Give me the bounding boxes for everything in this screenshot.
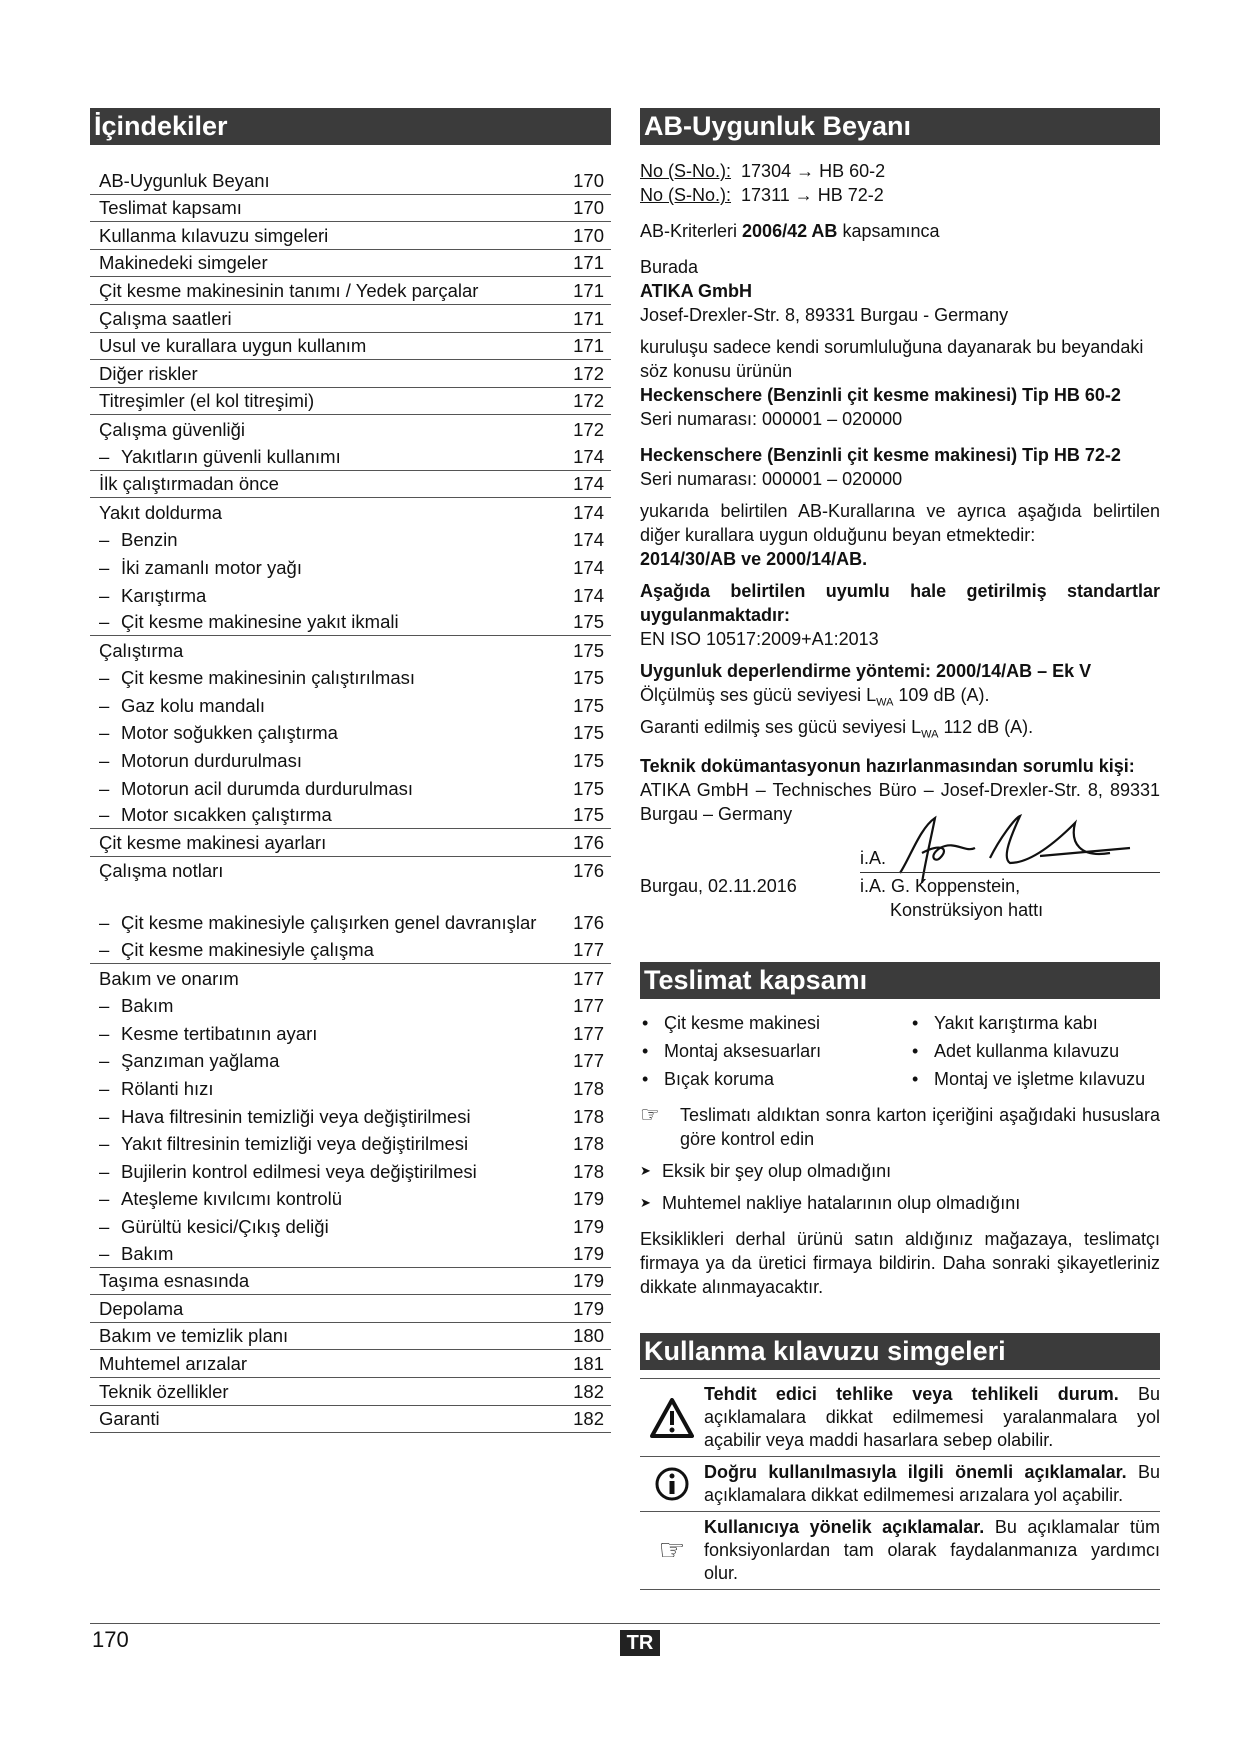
toc-entry-title: – Çit kesme makinesine yakıt ikmali <box>99 611 564 632</box>
serial-2: Seri numarası: 000001 – 020000 <box>640 469 903 489</box>
check-item: ➤ Eksik bir şey olup olmadığını <box>640 1159 1160 1183</box>
toc-entry-title: – Şanzıman yağlama <box>99 1050 564 1071</box>
guaranteed-value: 112 dB (A). <box>943 716 1034 737</box>
toc-entry <box>90 167 611 195</box>
toc-entry-page: 175 <box>573 694 604 716</box>
toc-entry-title: – Benzin <box>99 529 564 550</box>
toc-entry <box>90 992 611 1020</box>
criteria-post: kapsamınca <box>842 221 940 241</box>
delivery-item: • Adet kullanma kılavuzu <box>910 1039 1160 1063</box>
toc-entry-title: Makinedeki simgeler <box>99 252 268 274</box>
declaration-title: AB-Uygunluk Beyanı <box>640 108 1160 145</box>
toc-entry-title: – Ateşleme kıvılcımı kontrolü <box>99 1188 564 1209</box>
criteria-pre: AB-Kriterleri <box>640 221 738 241</box>
no-label: No (S-No.): <box>640 185 732 205</box>
no-label: No (S-No.): <box>640 161 732 181</box>
language-badge: TR <box>620 1630 660 1656</box>
toc-entry <box>90 1157 611 1185</box>
toc-entry-title: – İki zamanlı motor yağı <box>99 557 564 578</box>
toc-entry-page: 172 <box>573 362 604 384</box>
symbol-text: Bu açıklamalar tüm fonksiyonlardan tam olarak faydalanmanıza yardımcı olur. <box>704 1517 1160 1584</box>
toc-entry-title: Çit kesme makinesinin tanımı / Yedek parçalar <box>99 279 479 301</box>
toc-entry-title: Titreşimler (el kol titreşimi) <box>99 390 315 412</box>
toc-entry <box>90 526 611 554</box>
toc-entry <box>90 195 611 223</box>
toc-entry <box>90 443 611 471</box>
standards-heading: Aşağıda belirtilen uyumlu hale getirilmiş standartlar uygulanmaktadır: <box>640 581 1160 625</box>
toc-entry <box>90 857 611 885</box>
tech-doc-heading: Teknik dokümantasyonun hazırlanmasından sorumlu kişi: <box>640 756 1135 777</box>
toc-entry-page: 175 <box>573 777 604 799</box>
toc-entry <box>90 1212 611 1240</box>
toc-entry <box>90 719 611 747</box>
toc-entry <box>90 498 611 526</box>
toc-entry-title: Diğer riskler <box>99 362 198 384</box>
toc-entry-title: – Çit kesme makinesinin çalıştırılması <box>99 667 564 688</box>
symbol-bold: Tehdit edici tehlike veya tehlikeli durum. <box>704 1384 1119 1405</box>
toc-entry-page: 182 <box>573 1408 604 1430</box>
toc-list <box>90 167 611 1433</box>
symbol-row <box>640 1512 1160 1590</box>
toc-entry-page: 176 <box>573 860 604 882</box>
symbol-row <box>640 1457 1160 1512</box>
toc-entry <box>90 1268 611 1296</box>
right-column <box>640 108 1160 1590</box>
tech-doc-text: ATIKA GmbH – Technisches Büro – Josef-Drexler-Str. 8, 89331 Burgau – Germany <box>640 780 1160 825</box>
toc-entry-title: – Rölanti hızı <box>99 1078 564 1099</box>
toc-entry-title: Teslimat kapsamı <box>99 197 242 219</box>
declaration-body <box>640 159 1160 921</box>
toc-entry-page: 175 <box>573 667 604 689</box>
toc-entry-page: 174 <box>573 529 604 551</box>
company-name: ATIKA GmbH <box>640 281 752 301</box>
check-text: Teslimatı aldıktan sonra karton içeriğini aşağıdaki hususlara göre kontrol edin <box>680 1105 1160 1150</box>
delivery-list <box>640 1011 1160 1091</box>
toc-entry-page: 179 <box>573 1215 604 1237</box>
signature-line <box>860 872 1160 873</box>
delivery-title: Teslimat kapsamı <box>640 962 1160 999</box>
measured-value: 109 dB (A). <box>898 685 990 705</box>
toc-entry-page: 172 <box>573 390 604 412</box>
toc-entry <box>90 884 611 936</box>
toc-entry <box>90 829 611 857</box>
toc-entry <box>90 1185 611 1213</box>
toc-entry-page: 181 <box>573 1352 604 1374</box>
toc-entry-title: Çit kesme makinesi ayarları <box>99 831 327 853</box>
toc-entry-title: – Çit kesme makinesiyle çalışırken genel davranışlar <box>99 912 564 933</box>
toc-entry-title: – Gürültü kesici/Çıkış deliği <box>99 1216 564 1237</box>
toc-entry-title: – Motor sıcakken çalıştırma <box>99 804 564 825</box>
toc-entry-page: 178 <box>573 1133 604 1155</box>
toc-entry-page: 170 <box>573 197 604 219</box>
toc-entry <box>90 802 611 830</box>
toc-entry-title: Teknik özellikler <box>99 1380 229 1402</box>
conform-directives: 2014/30/AB ve 2000/14/AB. <box>640 549 868 569</box>
toc-entry-page: 174 <box>573 501 604 523</box>
check-item: ➤ Muhtemel nakliye hatalarının olup olmadığını <box>640 1191 1160 1215</box>
toc-entry-title: Çalışma saatleri <box>99 307 232 329</box>
symbol-row <box>640 1379 1160 1457</box>
toc-entry <box>90 333 611 361</box>
toc-entry-page: 174 <box>573 445 604 467</box>
measured-sub: WA <box>876 696 894 709</box>
toc-entry-page: 177 <box>573 995 604 1017</box>
toc-entry <box>90 360 611 388</box>
toc-entry <box>90 609 611 637</box>
toc-entry-page: 174 <box>573 473 604 495</box>
toc-entry <box>90 1130 611 1158</box>
toc-entry-title: Garanti <box>99 1408 160 1430</box>
delivery-item: • Bıçak koruma <box>640 1067 910 1091</box>
toc-entry <box>90 250 611 278</box>
toc-entry <box>90 691 611 719</box>
conform-text: yukarıda belirtilen AB-Kurallarına ve ayrıca aşağıda belirtilen diğer kurallara uygun olduğunu beyan etmektedir: <box>640 501 1160 545</box>
toc-entry-title: – Motorun acil durumda durdurulması <box>99 778 564 799</box>
toc-entry <box>90 1323 611 1351</box>
symbol-text: Bu açıklamalara dikkat edilmemesi yaralanmalara yol açabilir veya maddi hasarlara sebep olabilir. <box>704 1384 1160 1451</box>
delivery-item: • Montaj aksesuarları <box>640 1039 910 1063</box>
procedure-heading: Uygunluk deperlendirme yöntemi: 2000/14/AB – Ek V <box>640 661 1092 681</box>
toc-entry-title: – Bujilerin kontrol edilmesi veya değiştirilmesi <box>99 1161 564 1182</box>
toc-entry-title: İlk çalıştırmadan önce <box>99 473 279 495</box>
toc-entry-page: 175 <box>573 639 604 661</box>
product-1: Heckenschere (Benzinli çit kesme makinesi) Tip HB 60-2 <box>640 385 1121 405</box>
toc-entry <box>90 636 611 664</box>
toc-entry-page: 179 <box>573 1188 604 1210</box>
guaranteed-sub: WA <box>921 728 939 741</box>
toc-entry <box>90 1350 611 1378</box>
toc-entry-title: Kullanma kılavuzu simgeleri <box>99 224 329 246</box>
toc-entry-page: 175 <box>573 804 604 826</box>
toc-entry <box>90 222 611 250</box>
warning-triangle-icon <box>640 1383 704 1452</box>
toc-entry-title: Çalışma güvenliği <box>99 418 246 440</box>
toc-entry-title: Yakıt doldurma <box>99 501 223 523</box>
toc-entry-title: Usul ve kurallara uygun kullanım <box>99 335 367 357</box>
toc-entry-title: – Karıştırma <box>99 585 564 606</box>
toc-entry-title: – Gaz kolu mandalı <box>99 695 564 716</box>
signer-name: i.A. G. Koppenstein, <box>860 876 1021 897</box>
toc-entry <box>90 964 611 992</box>
toc-entry-title: Depolama <box>99 1297 184 1319</box>
measured-label: Ölçülmüş ses gücü seviyesi L <box>640 685 877 705</box>
symbol-bold: Doğru kullanılmasıyla ilgili önemli açıklamalar. <box>704 1462 1127 1483</box>
toc-entry <box>90 415 611 443</box>
toc-entry-page: 176 <box>573 912 604 934</box>
criteria-directive: 2006/42 AB <box>742 221 838 241</box>
place-date: Burgau, 02.11.2016 <box>640 876 797 897</box>
toc-entry <box>90 746 611 774</box>
toc-entry <box>90 1295 611 1323</box>
toc-entry-page: 177 <box>573 1050 604 1072</box>
delivery-item: • Montaj ve işletme kılavuzu <box>910 1067 1160 1091</box>
toc-entry-page: 179 <box>573 1270 604 1292</box>
toc-entry <box>90 664 611 692</box>
toc-entry-title: – Motorun durdurulması <box>99 750 564 771</box>
signature-block <box>640 826 1160 921</box>
toc-entry-page: 177 <box>573 1022 604 1044</box>
delivery-item: • Çit kesme makinesi <box>640 1011 910 1035</box>
toc-entry-page: 179 <box>573 1242 604 1264</box>
toc-entry <box>90 1406 611 1434</box>
toc-entry <box>90 1047 611 1075</box>
toc-entry-page: 175 <box>573 611 604 633</box>
symbols-title: Kullanma kılavuzu simgeleri <box>640 1333 1160 1370</box>
signer-role: Konstrüksiyon hattı <box>890 900 1044 921</box>
toc-entry <box>90 388 611 416</box>
toc-entry-page: 179 <box>573 1297 604 1319</box>
toc-title: İçindekiler <box>90 108 611 145</box>
toc-entry-page: 182 <box>573 1380 604 1402</box>
toc-column <box>90 108 611 1433</box>
toc-entry-page: 170 <box>573 169 604 191</box>
standard-text: EN ISO 10517:2009+A1:2013 <box>640 629 879 649</box>
toc-entry-page: 172 <box>573 418 604 440</box>
symbols-table <box>640 1378 1160 1590</box>
toc-entry-title: – Yakıtların güvenli kullanımı <box>99 446 564 467</box>
toc-entry-page: 174 <box>573 556 604 578</box>
toc-entry-page: 178 <box>573 1105 604 1127</box>
toc-entry <box>90 1102 611 1130</box>
toc-entry-page: 177 <box>573 967 604 989</box>
toc-entry <box>90 1074 611 1102</box>
toc-entry-page: 176 <box>573 831 604 853</box>
toc-entry-title: – Hava filtresinin temizliği veya değiştirilmesi <box>99 1106 564 1127</box>
toc-entry-title: – Yakıt filtresinin temizliği veya değiştirilmesi <box>99 1133 564 1154</box>
symbol-text: Bu açıklamalara dikkat edilmemesi arızalara yol açabilir. <box>704 1462 1160 1506</box>
toc-entry <box>90 581 611 609</box>
toc-entry-page: 170 <box>573 224 604 246</box>
toc-entry-title: – Bakım <box>99 1243 564 1264</box>
toc-entry-title: – Motor soğukken çalıştırma <box>99 722 564 743</box>
toc-entry-page: 171 <box>573 252 604 274</box>
toc-entry <box>90 277 611 305</box>
serial-1: Seri numarası: 000001 – 020000 <box>640 409 903 429</box>
info-icon <box>640 1461 704 1507</box>
complaint-text: Eksiklikleri derhal ürünü satın aldığınız mağazaya, teslimatçı firmaya ya da üretici firmaya bildirin. Daha sonraki şikayetleriniz dikkate alınmayacaktır. <box>640 1229 1160 1298</box>
intro-text: kuruluşu sadece kendi sorumluluğuna dayanarak bu beyandaki söz konusu ürünün <box>640 337 1144 381</box>
toc-entry-page: 171 <box>573 279 604 301</box>
toc-entry-title: – Kesme tertibatının ayarı <box>99 1023 564 1044</box>
toc-entry-title: Çalışma notları <box>99 860 224 882</box>
toc-entry <box>90 1019 611 1047</box>
toc-entry <box>90 553 611 581</box>
toc-entry <box>90 1240 611 1268</box>
model-no-2: 17311 → HB 72-2 <box>741 185 884 205</box>
toc-entry-page: 171 <box>573 307 604 329</box>
toc-entry <box>90 471 611 499</box>
ia-label: i.A. <box>860 848 887 869</box>
toc-entry <box>90 774 611 802</box>
toc-entry-page: 178 <box>573 1160 604 1182</box>
toc-entry <box>90 936 611 964</box>
delivery-item: • Yakıt karıştırma kabı <box>910 1011 1160 1035</box>
product-2: Heckenschere (Benzinli çit kesme makinesi) Tip HB 72-2 <box>640 445 1121 465</box>
toc-entry-title: – Bakım <box>99 995 564 1016</box>
model-no-1: 17304 → HB 60-2 <box>741 161 886 181</box>
toc-entry-title: AB-Uygunluk Beyanı <box>99 169 270 191</box>
toc-entry-page: 175 <box>573 722 604 744</box>
guaranteed-label: Garanti edilmiş ses gücü seviyesi L <box>640 716 922 737</box>
pointing-hand-icon: ☞ <box>640 1102 660 1128</box>
toc-entry-title: – Çit kesme makinesiyle çalışma <box>99 939 564 960</box>
footer-divider <box>90 1623 1160 1624</box>
company-address: Josef-Drexler-Str. 8, 89331 Burgau - Germany <box>640 305 1009 325</box>
toc-entry-page: 171 <box>573 335 604 357</box>
toc-entry-page: 178 <box>573 1078 604 1099</box>
burada-text: Burada <box>640 257 699 277</box>
toc-entry-page: 180 <box>573 1325 604 1347</box>
toc-entry-page: 174 <box>573 584 604 606</box>
toc-entry-title: Taşıma esnasında <box>99 1270 250 1292</box>
delivery-body <box>640 1011 1160 1299</box>
toc-entry-page: 175 <box>573 750 604 772</box>
toc-entry-title: Bakım ve onarım <box>99 967 239 989</box>
toc-entry <box>90 305 611 333</box>
symbol-bold: Kullanıcıya yönelik açıklamalar. <box>704 1517 985 1538</box>
pointing-hand-icon: ☞ <box>658 1534 686 1568</box>
page-number: 170 <box>92 1627 129 1652</box>
check-note <box>640 1103 1160 1151</box>
toc-entry-title: Çalıştırma <box>99 639 184 661</box>
toc-entry-page: 177 <box>573 939 604 961</box>
toc-entry-title: Muhtemel arızalar <box>99 1352 248 1374</box>
toc-entry <box>90 1378 611 1406</box>
toc-entry-title: Bakım ve temizlik planı <box>99 1325 289 1347</box>
